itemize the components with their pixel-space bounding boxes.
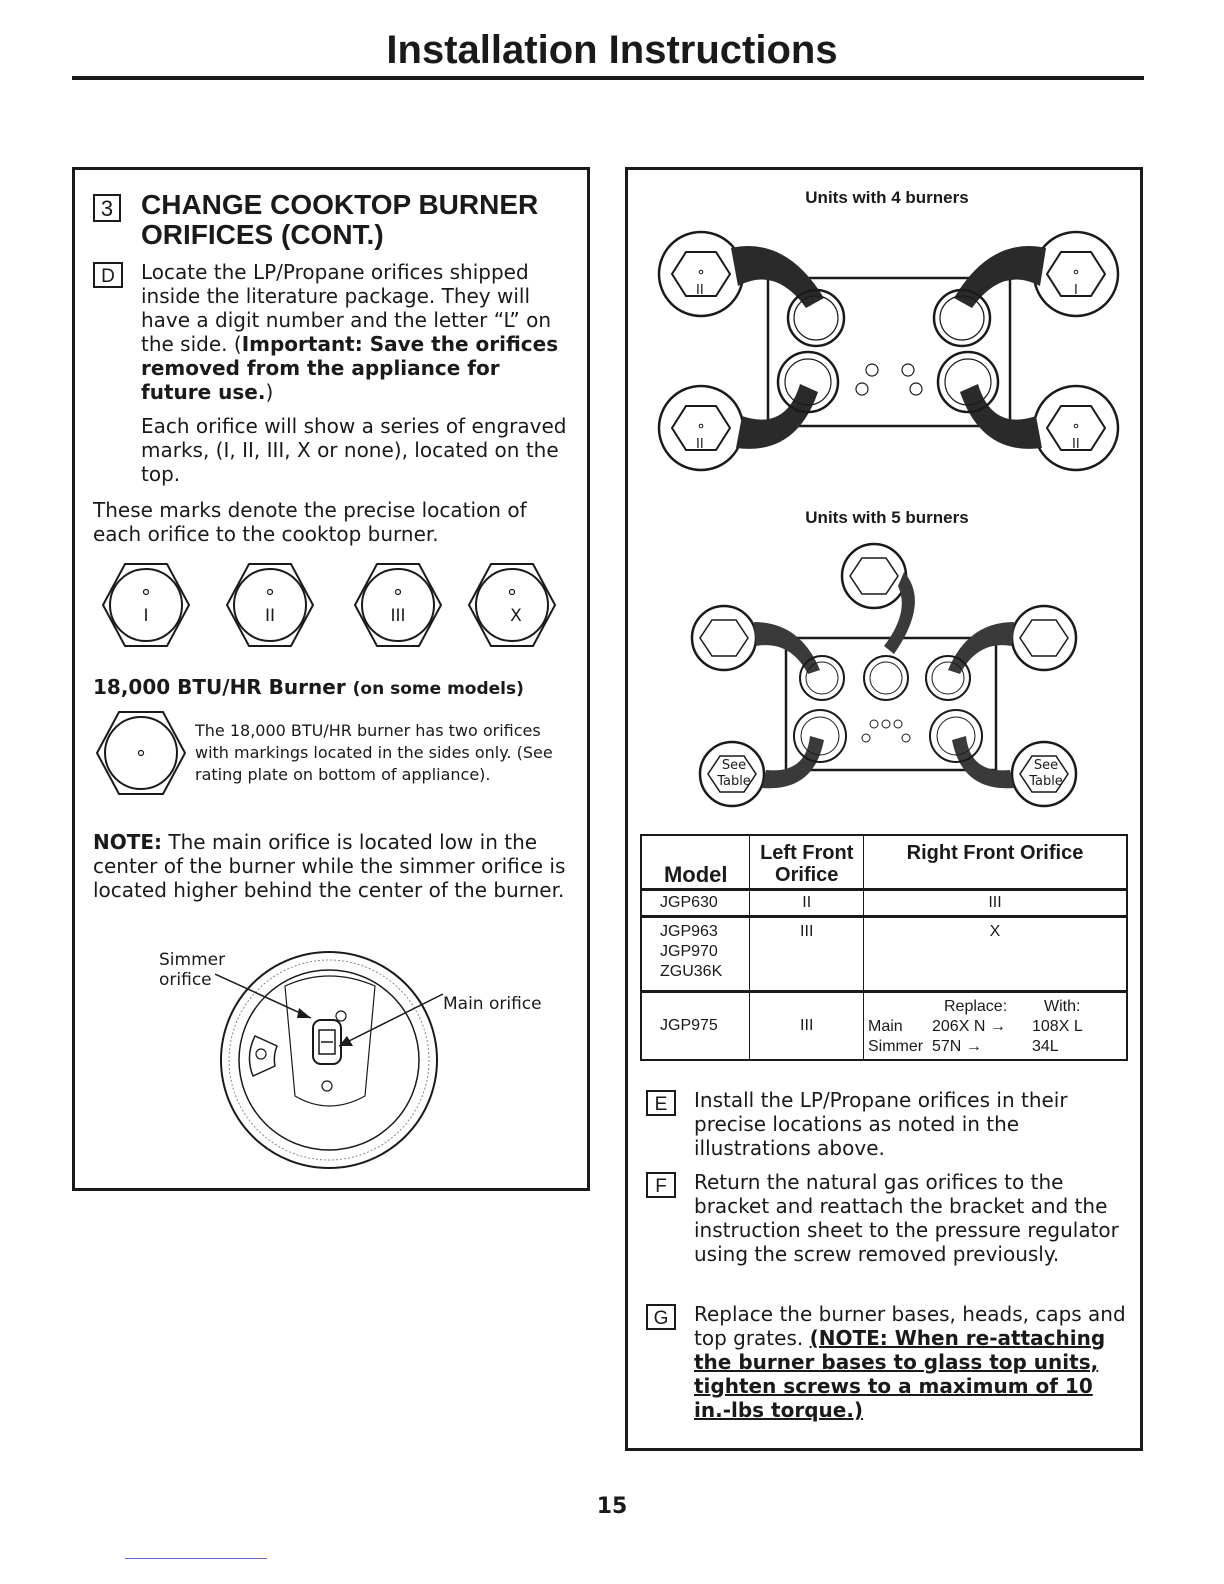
sub-step-g-text: Replace the burner bases, heads, caps and top grates. (NOTE: When re-attaching the burner bases to glass top units, tighten screws to a maximum of 10 in.-lbs torque.)	[694, 1302, 1126, 1422]
orifice-hex-icon	[467, 562, 557, 648]
step-heading	[93, 190, 573, 250]
model-cell: JGP975	[641, 992, 750, 1061]
sub-step-d-text: Locate the LP/Propane orifices shipped inside the literature package. They will have a digit number and the letter “L” on the side. (Important: Save the orifices removed from the appliance for future use.)	[141, 260, 559, 404]
header-right-front: Right Front Orifice	[864, 835, 1128, 890]
page-number: 15	[596, 1494, 628, 1519]
table-row	[641, 992, 1127, 1061]
orifice-marks-row	[95, 562, 565, 648]
header-model: Model	[641, 835, 750, 890]
right-panel	[625, 167, 1143, 1451]
step-number-box: 3	[93, 194, 121, 222]
arrow-right-icon: →	[965, 1038, 982, 1055]
marks-paragraph: These marks denote the precise location of each orifice to the cooktop burner.	[93, 498, 527, 546]
title-rule	[72, 76, 1144, 80]
orifice-hex-icon	[101, 562, 191, 648]
orifice-mark-tr: I	[1074, 283, 1078, 298]
right-orifice-cell: III	[864, 890, 1128, 917]
orifice-mark-br: II	[1072, 437, 1080, 452]
burner-base-diagram	[215, 946, 445, 1176]
sub-step-f	[646, 1170, 1126, 1266]
orifice-mark-bl: II	[696, 437, 704, 452]
orifice-hex-icon	[353, 562, 443, 648]
model-cell: JGP630	[641, 890, 750, 917]
btu-orifice-hex-icon	[95, 710, 187, 796]
left-orifice-cell: III	[750, 992, 864, 1061]
sub-step-f-text: Return the natural gas orifices to the bracket and reattach the bracket and the instruction sheet to the pressure regulator using the screw removed previously.	[694, 1170, 1119, 1266]
hex-mark-label: II	[264, 606, 276, 626]
page-title: Installation Instructions	[386, 28, 838, 72]
right-orifice-cell: X	[864, 917, 1128, 992]
sub-step-d-para2: Each orifice will show a series of engraved marks, (I, II, III, X or none), located on the top.	[141, 414, 567, 486]
sub-step-d-letter: D	[93, 262, 123, 288]
footer-line	[125, 1558, 267, 1559]
orifice-mark-tl: II	[696, 283, 704, 298]
torque-note: (NOTE: When re-attaching the burner bases to glass top units, tighten screws to a maximum of 10 in.-lbs torque.)	[694, 1326, 1106, 1422]
sub-step-g-letter: G	[646, 1304, 676, 1330]
four-burner-diagram	[656, 226, 1122, 476]
orifice-table	[640, 834, 1128, 1061]
replacement-cell	[864, 992, 1128, 1061]
important-note: Important: Save the orifices removed from the appliance for future use.	[141, 332, 559, 404]
sub-step-d	[93, 260, 573, 486]
simmer-orifice-label: Simmer orifice	[159, 950, 226, 990]
header-left-front: Left Front Orifice	[750, 835, 864, 890]
sub-step-g	[646, 1302, 1126, 1422]
left-orifice-cell: II	[750, 890, 864, 917]
see-table-label-left: See Table	[717, 758, 751, 789]
left-panel	[72, 167, 590, 1191]
hex-mark-label: III	[390, 606, 406, 626]
sub-step-e-letter: E	[646, 1090, 676, 1116]
sub-step-f-letter: F	[646, 1172, 676, 1198]
arrow-right-icon: →	[989, 1018, 1006, 1035]
units-4-label: Units with 4 burners	[805, 188, 969, 207]
sub-step-e	[646, 1088, 1126, 1160]
note-paragraph: NOTE: The main orifice is located low in the center of the burner while the simmer orifice is located higher behind the center of the burner.	[93, 830, 566, 902]
main-orifice-label: Main orifice	[443, 994, 542, 1014]
model-cell: JGP963 JGP970 ZGU36K	[641, 917, 750, 992]
hex-mark-label: I	[143, 606, 149, 626]
burner-heading: 18,000 BTU/HR Burner (on some models)	[93, 675, 524, 699]
sub-step-e-text: Install the LP/Propane orifices in their precise locations as noted in the illustrations above.	[694, 1088, 1068, 1160]
hex-mark-label: X	[510, 606, 522, 626]
burner-note: The 18,000 BTU/HR burner has two orifices with markings located in the sides only. (See rating plate on bottom of appliance).	[195, 721, 553, 784]
orifice-hex-icon	[225, 562, 315, 648]
table-row	[641, 917, 1127, 992]
table-header-row	[641, 835, 1127, 890]
replacement-grid: Replace: With: Main 206X N → 108X L Simmer 57N → 34L	[868, 998, 1083, 1055]
see-table-label-right: See Table	[1029, 758, 1063, 789]
table-row	[641, 890, 1127, 917]
step-title: CHANGE COOKTOP BURNER ORIFICES (CONT.)	[141, 189, 539, 250]
units-5-label: Units with 5 burners	[805, 508, 969, 527]
left-orifice-cell: III	[750, 917, 864, 992]
